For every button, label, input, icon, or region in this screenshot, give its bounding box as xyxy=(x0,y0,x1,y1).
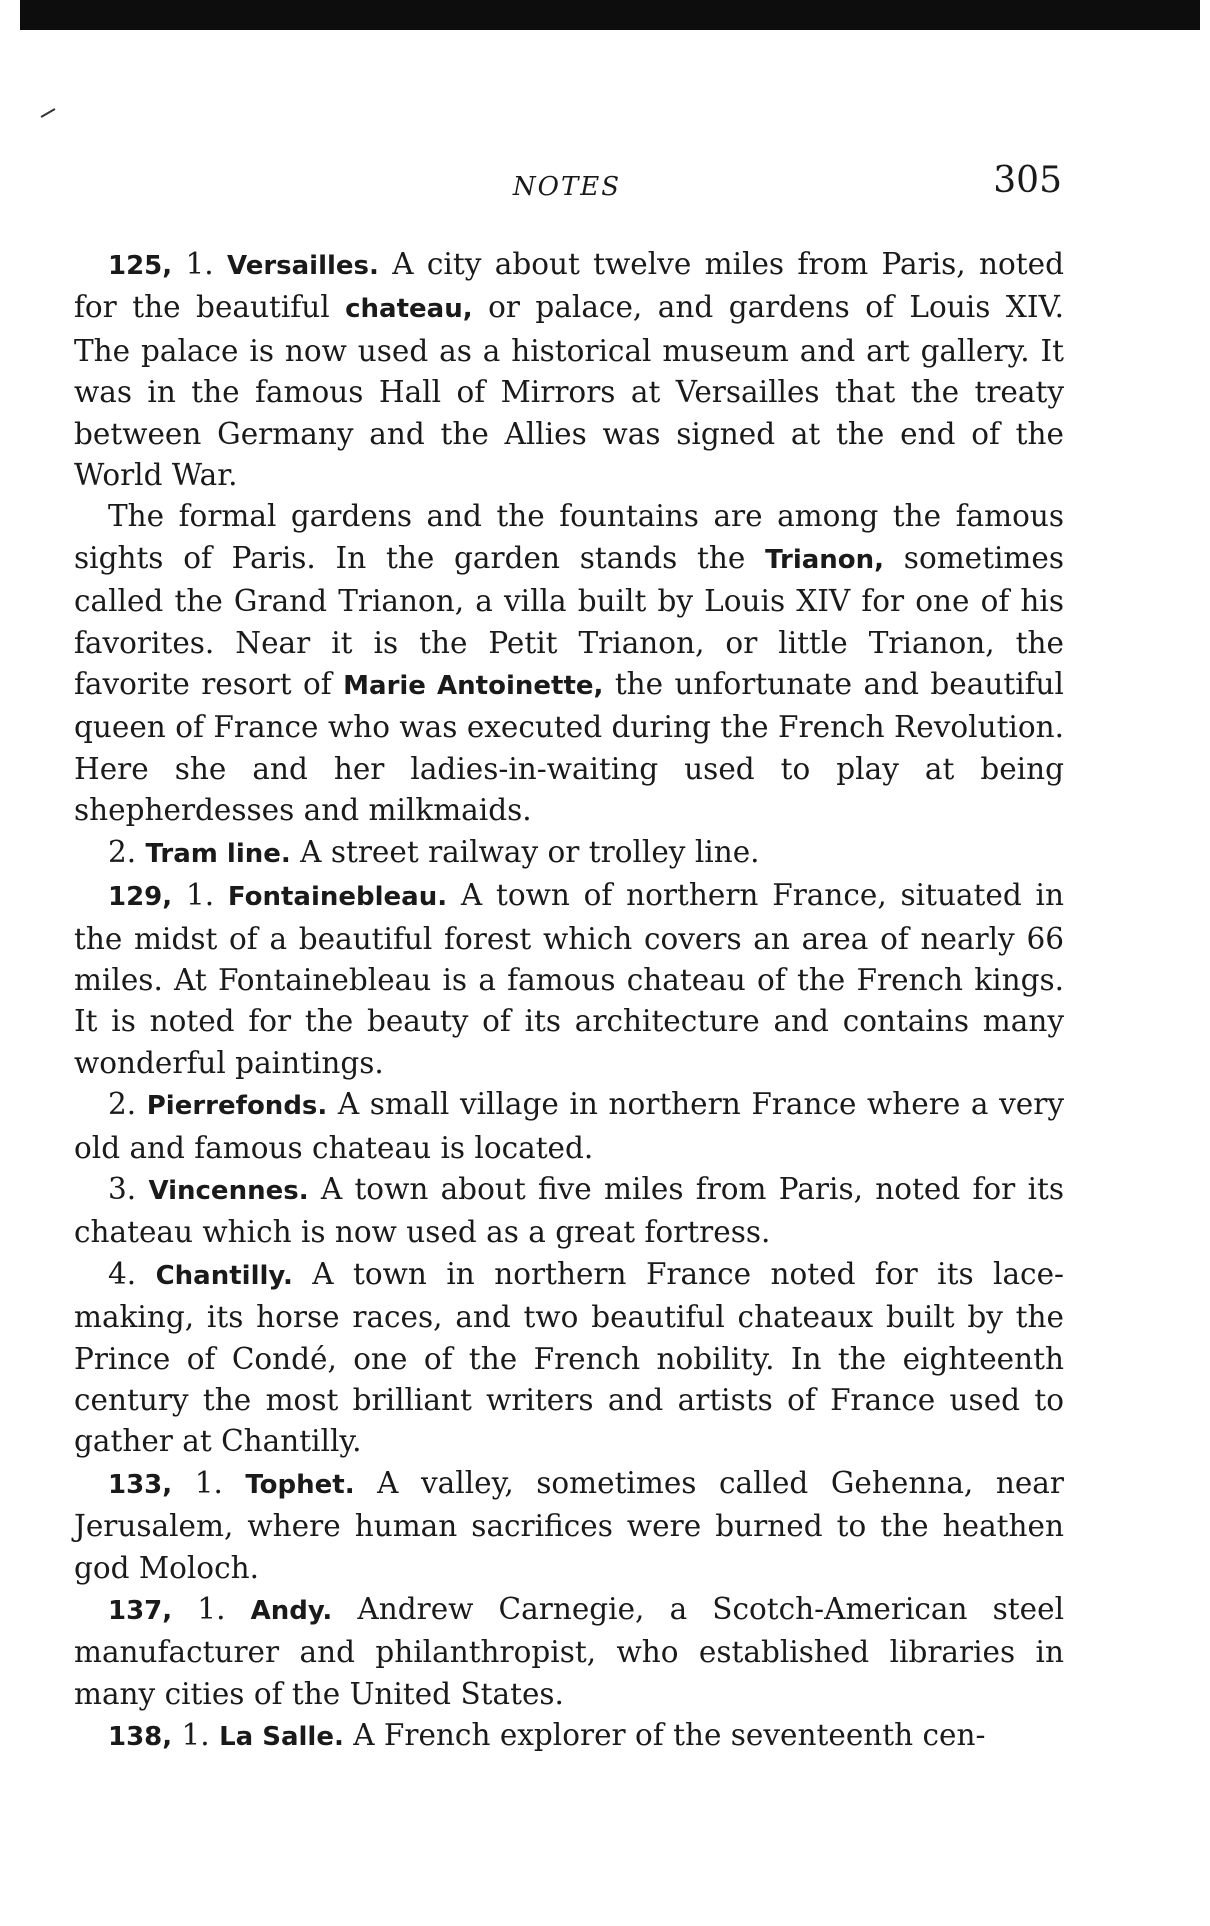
note-text: Andrew Carnegie, a Scotch-American steel manufacturer and philanthropist, who established libraries in many cities of the United States. xyxy=(74,1592,1065,1711)
note-term: La Salle. xyxy=(219,1722,344,1753)
note-term: Tophet. xyxy=(245,1469,355,1500)
note-term: Versailles. xyxy=(227,251,379,281)
note-term: Pierrefonds. xyxy=(146,1091,328,1122)
note-text: A town about five miles from Paris, noted for its chateau which is now used as a great fortress. xyxy=(74,1171,1064,1250)
note-line-ref: 1. xyxy=(172,1718,220,1753)
note-line-ref: 1. xyxy=(172,1592,251,1626)
page-number: 305 xyxy=(993,160,1062,201)
note-tram-line xyxy=(74,832,1064,875)
note-vincennes xyxy=(74,1169,1064,1254)
note-tophet xyxy=(74,1463,1064,1589)
top-border-rule xyxy=(20,0,1200,30)
bold-term: chateau, xyxy=(345,294,473,325)
note-versailles xyxy=(74,244,1064,496)
note-text: the unfortunate and beautiful queen of France who was executed during the French Revolution. Here she and her ladies-in-waiting used to play at being shepherdesses and milkmaids. xyxy=(74,667,1064,828)
note-term: Vincennes. xyxy=(148,1175,309,1206)
note-line-ref: 1. xyxy=(172,878,228,913)
note-line-ref: 3. xyxy=(108,1171,149,1206)
note-line-ref: 2. xyxy=(108,834,146,869)
page-header xyxy=(72,160,1062,210)
note-andy xyxy=(74,1589,1064,1715)
note-pierrefonds xyxy=(74,1084,1064,1169)
note-text: A valley, sometimes called Gehenna, near Jerusalem, where human sacrifices were burned to the heathen god Moloch. xyxy=(74,1465,1064,1585)
note-term: Andy. xyxy=(250,1596,333,1626)
note-text: A town in northern France noted for its lace-making, its horse races, and two beautiful chateaux built by the Prince of Condé, one of the French nobility. In the eighteenth century the most brilliant writers and artists of France used to gather at Chantilly. xyxy=(74,1256,1064,1459)
note-text: The formal gardens and the fountains are among the famous sights of Paris. In the garden stands the xyxy=(74,499,1064,575)
note-term: Chantilly. xyxy=(155,1260,293,1291)
note-line-ref: 2. xyxy=(108,1087,147,1122)
note-text: A city about twelve miles from Paris, noted for the beautiful xyxy=(74,247,1064,325)
note-line-ref: 1. xyxy=(172,1465,246,1500)
note-text: A French explorer of the seventeenth cen- xyxy=(343,1718,986,1753)
notes-body xyxy=(74,244,1064,1759)
running-title: NOTES xyxy=(512,172,622,202)
note-term: Tram line. xyxy=(145,838,291,869)
bold-term: Trianon, xyxy=(765,544,885,575)
note-versailles-continued xyxy=(74,496,1064,831)
note-text: or palace, and gardens of Louis XIV. The palace is now used as a historical museum and art gallery. It was in the famous Hall of Mirrors at Versailles that the treaty between Germany and the Allies was signed at the end of the World War. xyxy=(74,290,1064,493)
note-line-ref: 4. xyxy=(108,1256,156,1291)
note-page-ref: 137, xyxy=(108,1596,173,1626)
note-term: Fontainebleau. xyxy=(227,882,448,913)
note-page-ref: 125, xyxy=(108,251,173,281)
note-chantilly xyxy=(74,1254,1064,1463)
margin-mark xyxy=(41,108,56,118)
note-page-ref: 129, xyxy=(108,882,173,913)
note-line-ref: 1. xyxy=(172,247,227,281)
note-text: sometimes called the Grand Trianon, a villa built by Louis XIV for one of his favorites. Near it is the Petit Trianon, or little Trianon, the favorite resort of xyxy=(74,540,1064,702)
bold-term: Marie Antoinette, xyxy=(343,671,604,702)
note-page-ref: 133, xyxy=(108,1469,173,1500)
note-fontainebleau xyxy=(74,875,1064,1084)
note-text: A town of northern France, situated in the midst of a beautiful forest which covers an area of nearly 66 miles. At Fontainebleau is a famous chateau of the French kings. It is noted for the beauty of its architecture and contains many wonderful paintings. xyxy=(74,878,1064,1080)
note-text: A street railway or trolley line. xyxy=(290,834,760,869)
note-page-ref: 138, xyxy=(108,1722,173,1753)
note-la-salle xyxy=(74,1715,1064,1758)
note-text: A small village in northern France where a very old and famous chateau is located. xyxy=(74,1087,1064,1165)
